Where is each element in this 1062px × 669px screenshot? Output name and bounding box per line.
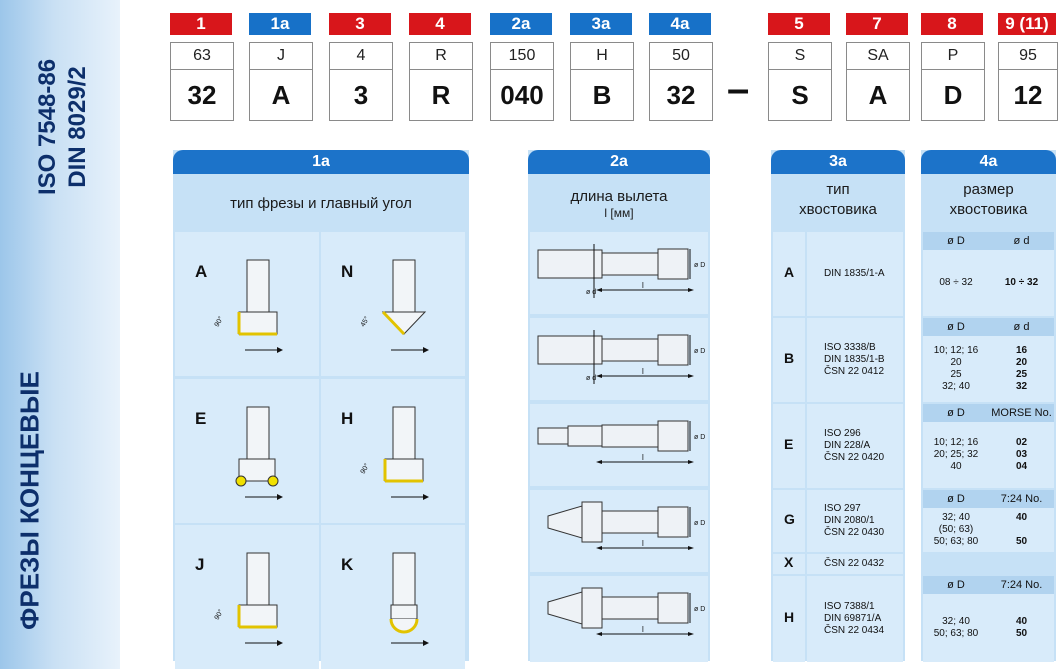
code-value: A [868,80,888,110]
length-arrow [688,632,694,636]
diameter-label: ø D [694,348,706,355]
code-tag: 9 (11) [998,13,1056,35]
panel-4a-subtitle-1: размер [963,181,1014,198]
code-example: P [922,43,984,70]
tool-holder-drawing [534,318,704,398]
cutting-angle-label: 90° [359,462,372,476]
code-cell [570,42,634,121]
code-example: H [571,43,633,70]
holder-taper [538,428,568,444]
code-tag: 4 [409,13,471,35]
cutter-drawing [361,399,461,509]
shank-type-letter: E [784,436,794,452]
panel-1a-header: 1a [173,150,469,174]
size-value-d: 50 [1015,536,1028,547]
insert-round [236,476,246,486]
cutter-type-letter: A [195,262,208,281]
holder-head [658,335,688,365]
tool-holder-drawing [534,490,704,570]
length-arrow [688,374,694,378]
code-cell [329,42,393,121]
shank-standard: ČSN 22 0412 [824,366,885,377]
cutter-type-letter: J [195,555,205,574]
shank-type-letter: G [784,511,795,527]
cutting-angle-label: 45° [359,315,372,329]
cutter-shank [247,553,269,605]
cutter-drawing [361,252,461,362]
cutter-drawing [215,252,315,362]
code-cell [409,42,473,121]
feed-arrowhead [277,640,283,646]
shank-type-letter: B [784,350,795,366]
holder-body [602,339,658,361]
code-value: 32 [666,80,696,110]
code-tag: 2a [490,13,552,35]
size-header-D: ø D [947,493,965,505]
cutter-type-letter: K [341,555,354,574]
cutter-shank [247,407,269,459]
standard-din: DIN 8029/2 [64,66,91,188]
length-label: l [642,453,644,462]
size-header-D: ø D [947,321,965,333]
size-header-d: MORSE No. [991,407,1052,419]
shank-diameter-label: ø d [586,289,597,296]
size-value-D: (50; 63) [938,524,974,535]
size-value-D: 32; 40 [942,616,970,627]
code-tag: 8 [921,13,983,35]
cutter-head [385,459,423,481]
length-label: l [642,281,644,290]
code-cell [998,42,1058,121]
holder-shank [538,250,602,278]
insert-round [268,476,278,486]
size-value-D: 08 ÷ 32 [939,277,973,288]
code-value: D [943,80,963,110]
feed-arrowhead [423,494,429,500]
tool-holder-drawing [534,576,704,656]
cutting-angle-label: 90° [213,315,226,329]
shank-standard: ČSN 22 0420 [824,452,885,463]
length-arrow [688,288,694,292]
holder-head [658,593,688,623]
holder-flange [582,588,602,628]
shank-standard: ISO 297 [824,503,861,514]
holder-head [658,249,688,279]
size-value-d: 02 [1015,437,1028,448]
holder-body [602,511,658,533]
code-tag: 4a [649,13,711,35]
code-example: S [769,43,831,70]
code-value: 32 [187,80,217,110]
shank-standard: DIN 69871/A [824,613,882,624]
code-tag: 3 [329,13,391,35]
size-header-d: ø d [1013,321,1030,333]
panel-1a-subtitle: тип фрезы и главный угол [230,195,412,212]
code-value: R [431,80,451,110]
size-header-D: ø D [947,407,965,419]
shank-type-letter: H [784,609,795,625]
length-arrow [596,546,602,550]
shank-standard: DIN 1835/1-B [824,354,885,365]
size-header-D: ø D [947,235,965,247]
cutter-type-letter: E [195,409,207,428]
code-tag: 1a [249,13,311,35]
shank-standard: ČSN 22 0432 [824,558,885,569]
size-value-d: 50 [1015,628,1028,639]
length-arrow [596,374,602,378]
holder-flange [582,502,602,542]
code-tag: 3a [570,13,632,35]
code-value: 12 [1013,80,1043,110]
shank-standard: ISO 7388/1 [824,601,875,612]
cutter-drawing [215,399,315,509]
code-example: 50 [650,43,712,70]
size-value-d: 10 ÷ 32 [1004,277,1039,288]
cutter-head [383,312,425,334]
shank-standard: ČSN 22 0430 [824,527,885,538]
size-value-d: 32 [1015,381,1028,392]
cutter-head [239,312,277,334]
feed-arrowhead [277,494,283,500]
side-strip [0,0,120,669]
size-value-d: 16 [1015,345,1028,356]
size-header-d: ø d [1013,235,1030,247]
cutter-type-letter: N [341,262,354,281]
code-cell [649,42,713,121]
holder-body [602,597,658,619]
cutter-drawing [361,545,461,655]
feed-arrowhead [423,347,429,353]
code-example: SA [847,43,909,70]
size-value-D: 25 [950,369,962,380]
shank-standard: DIN 2080/1 [824,515,875,526]
cutting-edge [391,619,417,632]
length-label: l [642,539,644,548]
tool-holder-drawing [534,232,704,312]
holder-head [658,421,688,451]
size-value-D: 50; 63; 80 [933,628,979,639]
code-cell [768,42,832,121]
code-value: 3 [353,80,369,110]
panel-2a-header: 2a [528,150,710,174]
code-cell [490,42,554,121]
code-value: 040 [500,80,544,110]
code-cell [249,42,313,121]
size-value-D: 10; 12; 16 [933,437,979,448]
length-label: l [642,625,644,634]
code-example: R [410,43,472,70]
code-cell [846,42,910,121]
feed-arrowhead [277,347,283,353]
length-arrow [688,460,694,464]
length-arrow [596,288,602,292]
length-arrow [596,460,602,464]
panel-4a-subtitle-2: хвостовика [949,201,1028,218]
size-value-D: 40 [950,461,962,472]
cutting-angle-label: 90° [213,608,226,622]
shank-diameter-label: ø d [586,375,597,382]
feed-arrowhead [423,640,429,646]
cutter-drawing [215,545,315,655]
code-tag: 5 [768,13,830,35]
cutter-type-letter: H [341,409,354,428]
holder-body [602,253,658,275]
panel-3a-subtitle-1: тип [826,181,850,198]
size-value-D: 20 [950,357,962,368]
size-value-D: 32; 40 [942,381,970,392]
shank-type-letter: A [784,264,795,280]
tool-holder-drawing [534,404,704,484]
size-value-d: 03 [1015,449,1028,460]
size-value-d: 04 [1015,461,1028,472]
panel-3a-subtitle-2: хвостовика [799,201,877,218]
code-example: 150 [491,43,553,70]
cutter-shank [393,553,415,605]
size-value-D: 32; 40 [942,512,970,523]
shank-type-letter: X [784,554,794,570]
code-value: B [592,80,612,110]
code-value: S [791,80,809,110]
size-value-d: 40 [1015,616,1028,627]
size-header-D: ø D [947,579,965,591]
holder-head [658,507,688,537]
panel-2a-subtitle: длина вылета [570,188,668,205]
code-example: 95 [999,43,1057,70]
code-tag: 1 [170,13,232,35]
length-arrow [596,632,602,636]
diameter-label: ø D [694,520,706,527]
size-value-d: 20 [1015,357,1028,368]
diameter-label: ø D [694,606,706,613]
diameter-label: ø D [694,262,706,269]
code-example: J [250,43,312,70]
shank-standard: ISO 296 [824,428,861,439]
holder-body [602,425,658,447]
code-value: A [271,80,291,110]
code-dash: – [727,67,750,111]
size-value-D: 10; 12; 16 [933,345,979,356]
size-header-d: 7:24 No. [1000,493,1043,505]
holder-taper [548,506,582,538]
length-label: l [642,367,644,376]
holder-taper [548,592,582,624]
size-header-d: 7:24 No. [1000,579,1043,591]
cutter-shank [393,407,415,459]
cutter-shank [247,260,269,312]
size-value-d: 25 [1015,369,1028,380]
holder-shank [538,336,602,364]
panel-3a-header: 3a [771,150,905,174]
standard-iso: ISO 7548-86 [34,58,61,196]
code-cell [921,42,985,121]
shank-standard: DIN 1835/1-A [824,268,885,279]
shank-standard: DIN 228/A [824,440,871,451]
cutter-head [239,605,277,627]
side-title: ФРЕЗЫ КОНЦЕВЫЕ [14,371,45,630]
size-value-d: 40 [1015,512,1028,523]
code-example: 63 [171,43,233,70]
panel-2a-unit: l [мм] [604,206,634,220]
code-cell [170,42,234,121]
length-arrow [688,546,694,550]
cutter-shank [393,260,415,312]
panel-4a-header: 4a [921,150,1056,174]
shank-standard: ČSN 22 0434 [824,625,885,636]
cutter-head [391,605,417,619]
holder-shank [568,426,602,446]
size-value-D: 50; 63; 80 [933,536,979,547]
code-example: 4 [330,43,392,70]
size-value-D: 20; 25; 32 [933,449,979,460]
shank-standard: ISO 3338/B [824,342,876,353]
code-tag: 7 [846,13,908,35]
diameter-label: ø D [694,434,706,441]
